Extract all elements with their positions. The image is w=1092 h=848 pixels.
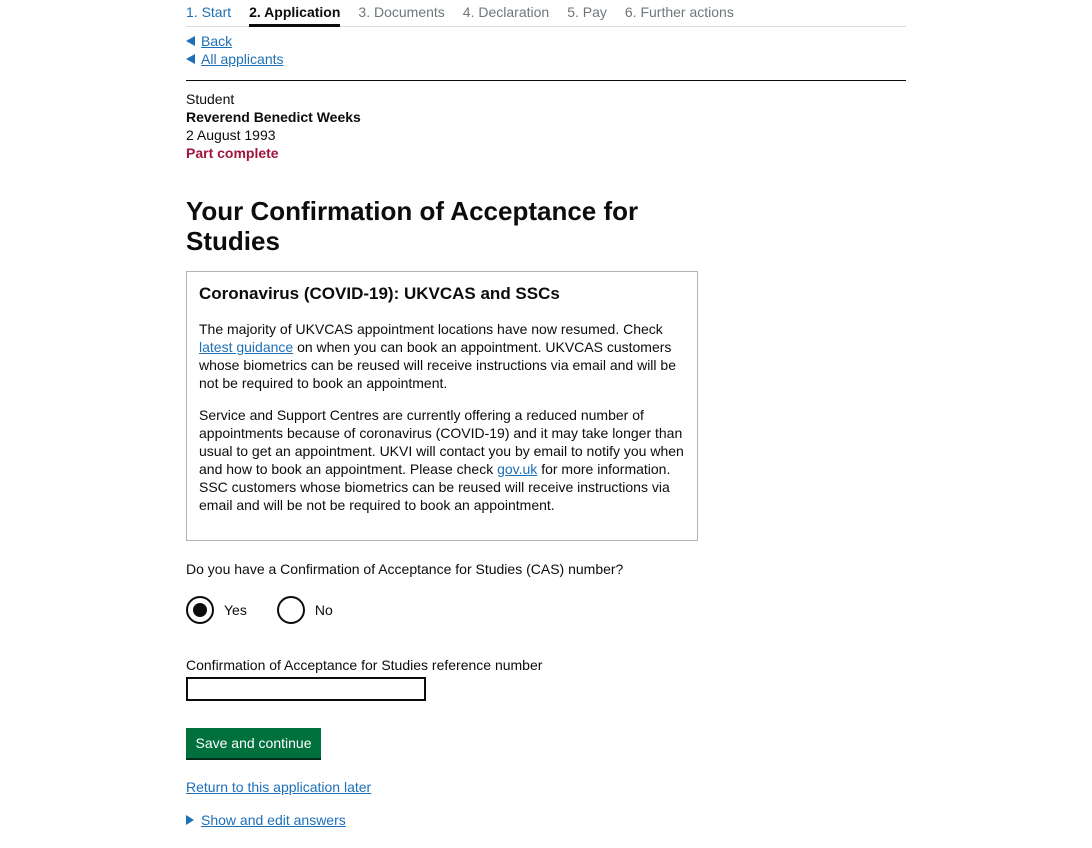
all-applicants-link[interactable] (186, 51, 284, 67)
step-start[interactable]: 1. Start (186, 4, 232, 20)
step-pay: 5. Pay (567, 4, 607, 20)
notice-paragraph-1 (199, 320, 685, 392)
radio-yes-control[interactable] (186, 596, 214, 624)
step-further-actions: 6. Further actions (624, 4, 734, 20)
all-applicants-label[interactable]: All applicants (201, 51, 284, 67)
radio-yes[interactable] (186, 596, 247, 624)
cas-reference-label: Confirmation of Acceptance for Studies reference number (186, 657, 543, 673)
radio-no-label[interactable]: No (314, 602, 333, 618)
radio-no[interactable] (277, 596, 333, 624)
save-and-continue-button[interactable]: Save and continue (186, 728, 321, 758)
radio-selected-dot (193, 603, 207, 617)
progress-steps (186, 0, 906, 27)
show-edit-answers-toggle[interactable] (186, 812, 346, 828)
applicant-name: Reverend Benedict Weeks (186, 109, 361, 125)
gov-uk-link[interactable]: gov.uk (497, 461, 538, 477)
step-application[interactable]: 2. Application (249, 0, 340, 27)
notice-p2-before: Service and Support Centres are currently offering a reduced number of appointments because of coronavirus (COVID-19) and it may take longer than usual to get an appointment. UKVI will contact you by email to notify you when and how to book an appointment. Please check (199, 407, 684, 477)
notice-p1-before: The majority of UKVCAS appointment locations have now resumed. Check (199, 321, 663, 337)
cas-radio-group (186, 596, 363, 624)
cas-question: Do you have a Confirmation of Acceptance for Studies (CAS) number? (186, 561, 624, 577)
latest-guidance-link[interactable]: latest guidance (199, 339, 294, 355)
notice-heading: Coronavirus (COVID-19): UKVCAS and SSCs (199, 284, 560, 303)
radio-yes-label[interactable]: Yes (224, 602, 247, 618)
applicant-role: Student (186, 91, 235, 107)
application-status: Part complete (186, 145, 279, 161)
back-arrow-icon (186, 54, 195, 64)
back-link-label[interactable]: Back (201, 33, 233, 49)
return-later-link[interactable]: Return to this application later (186, 779, 372, 795)
covid-notice (186, 271, 698, 541)
back-arrow-icon (186, 36, 195, 46)
show-edit-answers-label[interactable]: Show and edit answers (201, 812, 346, 828)
expand-triangle-icon (186, 815, 194, 825)
notice-p1-after: on when you can book an appointment. UKVCAS customers whose biometrics can be reused will receive instructions via email and will be not be required to book an appointment. (199, 339, 676, 391)
step-declaration: 4. Declaration (462, 4, 550, 20)
cas-reference-input[interactable] (186, 677, 426, 701)
notice-paragraph-2 (199, 406, 685, 514)
step-documents: 3. Documents (358, 4, 445, 20)
page-title: Your Confirmation of Acceptance for Studies (186, 196, 639, 256)
back-link[interactable] (186, 33, 232, 49)
applicant-summary (186, 90, 361, 162)
divider (186, 80, 906, 81)
notice-p2-after: for more information. SSC customers whose biometrics can be reused will receive instructions via email and will be not be required to book an appointment. (199, 461, 671, 513)
radio-no-control[interactable] (277, 596, 305, 624)
applicant-dob: 2 August 1993 (186, 127, 276, 143)
